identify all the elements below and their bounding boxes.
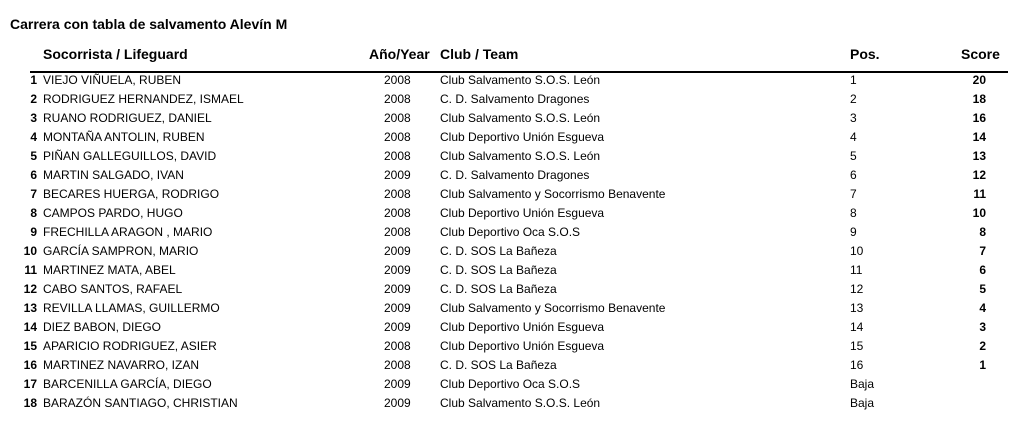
birth-year: 2008: [384, 358, 411, 372]
club-name: C. D. SOS La Bañeza: [440, 358, 557, 372]
table-row: [0, 375, 1024, 394]
table-row: [0, 394, 1024, 413]
birth-year: 2009: [384, 301, 411, 315]
table-row: [0, 337, 1024, 356]
lifeguard-name: CABO SANTOS, RAFAEL: [43, 282, 183, 296]
rank-cell: 11: [24, 263, 37, 277]
table-row: [0, 128, 1024, 147]
table-row: [0, 147, 1024, 166]
position-cell: 3: [850, 111, 857, 125]
rank-cell: 3: [30, 111, 37, 125]
club-name: Club Deportivo Unión Esgueva: [440, 206, 605, 220]
rank-cell: 12: [23, 282, 37, 296]
birth-year: 2009: [384, 168, 411, 182]
birth-year: 2009: [384, 244, 411, 258]
club-name: Club Salvamento S.O.S. León: [440, 396, 601, 410]
birth-year: 2009: [384, 396, 411, 410]
club-name: C. D. Salvamento Dragones: [440, 168, 590, 182]
club-name: Club Salvamento S.O.S. León: [440, 149, 601, 163]
lifeguard-name: FRECHILLA ARAGON , MARIO: [43, 225, 213, 239]
rank-cell: 10: [23, 244, 37, 258]
position-cell: Baja: [850, 377, 875, 391]
position-cell: 5: [850, 149, 857, 163]
score-cell: 18: [972, 92, 986, 106]
score-cell: 2: [979, 339, 986, 353]
table-row: [0, 318, 1024, 337]
birth-year: 2009: [384, 377, 411, 391]
score-cell: 8: [979, 225, 986, 239]
score-cell: 13: [972, 149, 986, 163]
score-cell: 6: [979, 263, 986, 277]
header-score: Score: [961, 46, 1000, 62]
club-name: Club Deportivo Unión Esgueva: [440, 320, 605, 334]
header-lifeguard: Socorrista / Lifeguard: [43, 46, 188, 62]
lifeguard-name: RODRIGUEZ HERNANDEZ, ISMAEL: [43, 92, 244, 106]
club-name: C. D. SOS La Bañeza: [440, 244, 557, 258]
position-cell: 7: [850, 187, 857, 201]
birth-year: 2009: [384, 282, 411, 296]
rank-cell: 18: [23, 396, 37, 410]
table-row: [0, 223, 1024, 242]
birth-year: 2008: [384, 111, 411, 125]
lifeguard-name: PIÑAN GALLEGUILLOS, DAVID: [43, 149, 217, 163]
club-name: Club Deportivo Oca S.O.S: [440, 377, 581, 391]
header-club: Club / Team: [440, 46, 519, 62]
position-cell: 15: [850, 339, 864, 353]
lifeguard-name: GARCÍA SAMPRON, MARIO: [43, 244, 199, 258]
position-cell: Baja: [850, 396, 875, 410]
club-name: Club Salvamento S.O.S. León: [440, 111, 601, 125]
table-row: [0, 109, 1024, 128]
lifeguard-name: MONTAÑA ANTOLIN, RUBEN: [43, 130, 205, 144]
lifeguard-name: CAMPOS PARDO, HUGO: [43, 206, 183, 220]
position-cell: 4: [850, 130, 857, 144]
table-row: [0, 299, 1024, 318]
table-row: [0, 166, 1024, 185]
position-cell: 16: [850, 358, 864, 372]
rank-cell: 1: [30, 73, 37, 87]
results-table: [0, 71, 1024, 413]
club-name: C. D. SOS La Bañeza: [440, 282, 557, 296]
table-row: [0, 280, 1024, 299]
lifeguard-name: MARTINEZ NAVARRO, IZAN: [43, 358, 200, 372]
rank-cell: 17: [23, 377, 37, 391]
score-cell: 14: [972, 130, 986, 144]
club-name: Club Salvamento y Socorrismo Benavente: [440, 187, 666, 201]
lifeguard-name: MARTINEZ MATA, ABEL: [43, 263, 176, 277]
lifeguard-name: MARTIN SALGADO, IVAN: [43, 168, 184, 182]
rank-cell: 6: [30, 168, 37, 182]
score-cell: 7: [979, 244, 986, 258]
table-row: [0, 204, 1024, 223]
club-name: Club Salvamento S.O.S. León: [440, 73, 601, 87]
rank-cell: 4: [30, 130, 37, 144]
score-cell: 12: [972, 168, 986, 182]
birth-year: 2008: [384, 73, 411, 87]
club-name: Club Deportivo Oca S.O.S: [440, 225, 581, 239]
birth-year: 2008: [384, 149, 411, 163]
header-year: Año/Year: [369, 46, 430, 62]
lifeguard-name: REVILLA LLAMAS, GUILLERMO: [43, 301, 220, 315]
rank-cell: 5: [30, 149, 37, 163]
score-cell: 11: [973, 187, 986, 201]
club-name: Club Deportivo Unión Esgueva: [440, 339, 605, 353]
lifeguard-name: BARCENILLA GARCÍA, DIEGO: [43, 377, 212, 391]
lifeguard-name: DIEZ BABON, DIEGO: [43, 320, 162, 334]
position-cell: 12: [850, 282, 864, 296]
lifeguard-name: APARICIO RODRIGUEZ, ASIER: [43, 339, 217, 353]
position-cell: 2: [850, 92, 857, 106]
birth-year: 2008: [384, 339, 411, 353]
position-cell: 10: [850, 244, 864, 258]
birth-year: 2008: [384, 92, 411, 106]
position-cell: 13: [850, 301, 864, 315]
table-row: [0, 261, 1024, 280]
score-cell: 4: [979, 301, 986, 315]
table-row: [0, 356, 1024, 375]
rank-cell: 14: [23, 320, 37, 334]
club-name: Club Salvamento y Socorrismo Benavente: [440, 301, 666, 315]
position-cell: 14: [850, 320, 864, 334]
score-cell: 5: [979, 282, 986, 296]
club-name: Club Deportivo Unión Esgueva: [440, 130, 605, 144]
birth-year: 2008: [384, 187, 411, 201]
birth-year: 2009: [384, 320, 411, 334]
score-cell: 10: [972, 206, 986, 220]
score-cell: 1: [979, 358, 986, 372]
lifeguard-name: BARAZÓN SANTIAGO, CHRISTIAN: [43, 396, 238, 410]
club-name: C. D. SOS La Bañeza: [440, 263, 557, 277]
rank-cell: 7: [30, 187, 37, 201]
rank-cell: 9: [30, 225, 37, 239]
score-cell: 16: [972, 111, 986, 125]
birth-year: 2008: [384, 225, 411, 239]
birth-year: 2009: [384, 263, 411, 277]
rank-cell: 15: [23, 339, 37, 353]
position-cell: 8: [850, 206, 857, 220]
table-row: [0, 90, 1024, 109]
table-row: [0, 242, 1024, 261]
table-row: [0, 185, 1024, 204]
rank-cell: 16: [23, 358, 37, 372]
position-cell: 6: [850, 168, 857, 182]
birth-year: 2008: [384, 130, 411, 144]
position-cell: 11: [850, 263, 863, 277]
page-title: Carrera con tabla de salvamento Alevín M: [10, 16, 288, 32]
lifeguard-name: BECARES HUERGA, RODRIGO: [43, 187, 220, 201]
lifeguard-name: RUANO RODRIGUEZ, DANIEL: [43, 111, 212, 125]
lifeguard-name: VIEJO VIÑUELA, RUBEN: [43, 73, 182, 87]
club-name: C. D. Salvamento Dragones: [440, 92, 590, 106]
birth-year: 2008: [384, 206, 411, 220]
position-cell: 9: [850, 225, 857, 239]
rank-cell: 8: [30, 206, 37, 220]
score-cell: 3: [979, 320, 986, 334]
score-cell: 20: [972, 73, 986, 87]
rank-cell: 2: [30, 92, 37, 106]
rank-cell: 13: [23, 301, 37, 315]
header-pos: Pos.: [850, 46, 880, 62]
table-row: [0, 71, 1024, 90]
position-cell: 1: [850, 73, 857, 87]
